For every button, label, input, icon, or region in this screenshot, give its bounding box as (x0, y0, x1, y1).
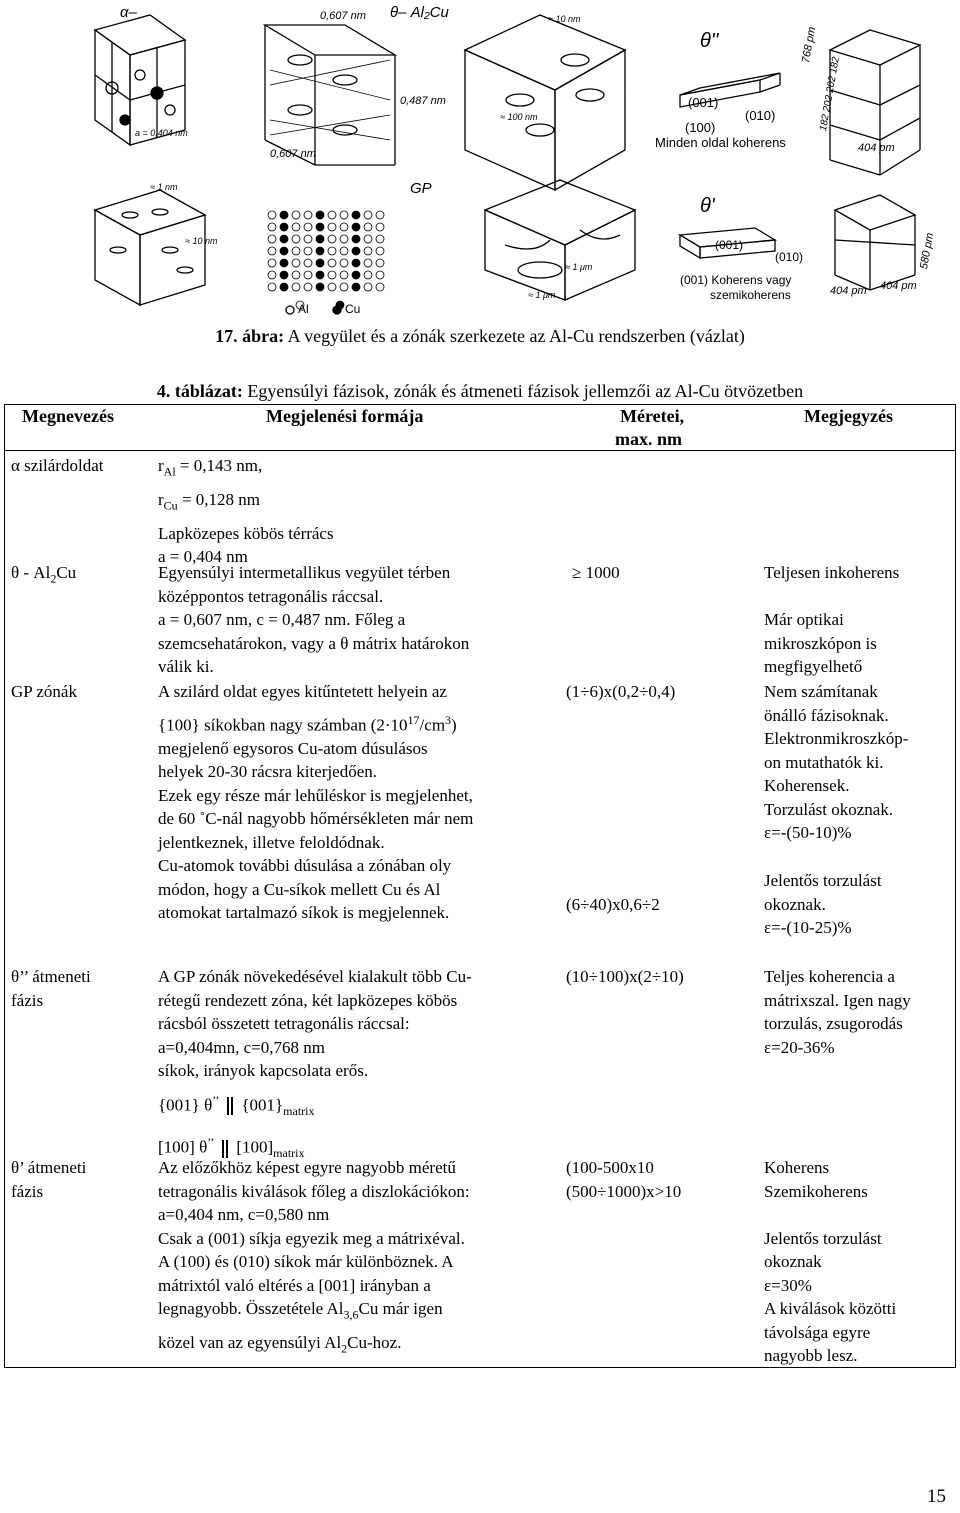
gp-note-line: önálló fázisoknak. (764, 705, 889, 725)
theta-dd-note-line: mátrixszal. Igen nagy (764, 990, 911, 1010)
gp-note-line: Torzulást okoznak. (764, 799, 894, 819)
theta-p-form-line: Csak a (001) síkja egyezik meg a mátrixéval. (158, 1228, 465, 1248)
dim-label: 182 202 202 182 (818, 56, 842, 132)
gp-note-line: Elektronmikroszkóp- (764, 729, 909, 748)
row-theta-size: ≥ 1000 (572, 563, 620, 582)
theta-p-cell-sketch (835, 195, 915, 290)
table-title-text: Egyensúlyi fázisok, zónák és átmeneti fázisok jellemzői az Al-Cu ötvözetben (242, 381, 804, 401)
theta-form-line: válik ki. (158, 657, 214, 676)
theta-p-composition: legnagyobb. Összetétele $Al_{3,6}Cu$ már igen (158, 1299, 443, 1322)
alpha-lattice-sketch (95, 15, 185, 145)
theta-p-form-line: A (100) és (010) síkok már különböznek. A (158, 1252, 454, 1271)
theta-p-size-line: (500÷1000)x>10 (566, 1181, 682, 1201)
alpha-lattice: Lapközepes köbös térrács (158, 523, 334, 543)
theta-dd-name-line: fázis (11, 990, 44, 1010)
table-title-number: 4. táblázat: (156, 381, 243, 401)
theta-p-note-line: Koherens (764, 1158, 830, 1177)
theta-dd-name-line: θ’’ átmeneti (11, 967, 91, 986)
legend-cu-symbol (333, 306, 341, 314)
fig-label-alpha: α– (120, 4, 137, 21)
dim-label: ≈ 1 μm (528, 290, 556, 300)
row-theta-p-size (566, 1156, 756, 1203)
dim-label: ≈ 1 nm (150, 182, 178, 192)
gp-form-line: Ezek egy része már lehűléskor is megjelenhet, (158, 785, 473, 805)
row-alpha-name: α szilárdoldat (11, 456, 104, 475)
figure-caption (0, 326, 960, 347)
theta-p-form-line: a=0,404 nm, c=0,580 nm (158, 1205, 330, 1224)
theta-p-form-line: Az előzőkhöz képest egyre nagyobb méretű (158, 1158, 456, 1177)
theta-dd-note-line: torzulás, zsugorodás (764, 1014, 903, 1033)
theta-form-line: Egyensúlyi intermetallikus vegyület térben (158, 563, 451, 582)
row-gp-note2 (764, 869, 949, 940)
gp-atoms-sketch (268, 211, 384, 309)
alpha-r-cu: $r_{Cu} = 0,128$ nm (158, 489, 260, 513)
dim-label: (001) (688, 95, 719, 110)
gp-note-line: okoznak. (764, 894, 826, 914)
theta-lattice-sketch (265, 25, 395, 165)
row-theta-p-form (158, 1156, 558, 1361)
header-col1: Megnevezés (22, 406, 114, 426)
row-theta-form (158, 561, 558, 679)
row-theta-dd-name (11, 965, 151, 1012)
dim-label: 0,607 nm (270, 148, 316, 160)
theta-note-line: megfigyelhető (764, 657, 863, 676)
row-gp-name: GP zónák (11, 682, 77, 701)
theta-p-block-sketch (485, 180, 635, 300)
gp-form-line: {100} síkokban nagy számban $(2\cdot 10^{17}/cm^3)$ (158, 712, 457, 735)
theta-dd-plane-relation: {001} θ’’ $\{001\}_{matrix}$ (158, 1092, 315, 1118)
row-gp-size1: (1÷6)x(0,2÷0,4) (566, 682, 676, 701)
header-col4: Megjegyzés (804, 406, 893, 426)
theta-p-note-line: Szemikoherens (764, 1181, 868, 1201)
header-col3-line2: max. nm (615, 429, 682, 449)
theta-dd-note-line: Teljes koherencia a (764, 967, 895, 986)
theta-p-note-line: nagyobb lesz. (764, 1346, 858, 1365)
table-title (0, 381, 960, 402)
row-theta-dd-size: (10÷100)x(2÷10) (566, 967, 684, 986)
header-col3-line1: Méretei, (620, 406, 685, 426)
dim-label: 0,487 nm (400, 95, 446, 107)
theta-dd-form-line: A GP zónák növekedésével kialakult több Cu- (158, 967, 472, 986)
theta-p-final: közel van az egyensúlyi $Al_2Cu$-hoz. (158, 1332, 402, 1356)
dim-label: (010) (775, 250, 804, 264)
alpha-r-al: $r_{Al} = 0,143$ nm, (158, 456, 263, 479)
legend-cu-label: Cu (345, 302, 361, 316)
gp-form-line: módon, hogy a Cu-síkok mellett Cu és Al (158, 879, 441, 899)
legend-al-label: Al (298, 302, 309, 316)
theta-p-note-line: távolsága egyre (764, 1322, 871, 1342)
dim-label: (001) Koherens vagy (680, 273, 792, 287)
gp-form-line: jelentkeznek, illetve feloldódnak. (158, 832, 385, 852)
theta-form-line: a = 0,607 nm, c = 0,487 nm. Főleg a (158, 610, 406, 629)
gp-form-line: megjelenő egysoros Cu-atom dúsulásos (158, 738, 428, 758)
gp-block-sketch (95, 190, 205, 305)
dim-label: a = 0,404 nm (135, 128, 188, 138)
fig-label-gp: GP (410, 180, 432, 197)
header-col2: Megjelenési formája (266, 406, 424, 426)
theta-note-line: Teljesen inkoherens (764, 563, 900, 582)
dim-label: (010) (745, 108, 776, 123)
dim-label: (100) (685, 120, 716, 135)
caption-number: 17. ábra: (215, 326, 285, 346)
page-number: 15 (927, 1486, 946, 1507)
theta-dd-form-line: síkok, irányok kapcsolata erős. (158, 1061, 369, 1080)
theta-note-line (764, 585, 949, 609)
theta-p-note-line: ε=30% (764, 1275, 812, 1295)
theta-p-note-line: okoznak (764, 1252, 822, 1271)
row-theta-dd-form (158, 965, 558, 1166)
theta-note-line: Már optikai (764, 610, 844, 629)
theta-dd-form-line: rétegű rendezett zóna, két lapközepes köbös (158, 990, 458, 1010)
theta-p-size-line: (100-500x10 (566, 1158, 654, 1177)
gp-note-line: ε=-(50-10)% (764, 823, 852, 842)
dim-label: (001) (715, 238, 744, 252)
dim-label: szemikoherens (710, 288, 791, 302)
structure-figure (0, 0, 960, 320)
gp-note-line: Jelentős torzulást (764, 871, 882, 890)
gp-form-line: de 60 ˚C-nál nagyobb hőmérsékleten már nem (158, 809, 474, 829)
theta-p-note-line: Jelentős torzulást (764, 1228, 882, 1248)
theta-p-form-line: tetragonális kiválások főleg a diszlokációkon: (158, 1181, 470, 1201)
gp-form-line: A szilárd oldat egyes kitűntetett helyein az (158, 682, 447, 701)
dim-label: 404 pm (830, 285, 867, 297)
fig-label-theta-p: θ' (700, 195, 715, 217)
row-theta-p-note (764, 1156, 949, 1368)
theta-dd-block-sketch (465, 15, 625, 190)
row-theta-note (764, 561, 949, 679)
row-gp-size2: (6÷40)x0,6÷2 (566, 895, 660, 914)
structure-sketches (0, 0, 960, 320)
row-alpha-form (158, 454, 558, 569)
dim-label: 404 pm (858, 142, 895, 154)
dim-label: ≈ 1 μm (565, 262, 593, 272)
alpha-a: a = 0,404 nm (158, 547, 248, 567)
theta-p-form-line: mátrixtól való eltérés a [001] irányban a (158, 1275, 431, 1295)
row-theta-name: θ - $Al_2Cu$ (11, 563, 77, 586)
dim-label: ≈ 10 nm (548, 14, 581, 24)
gp-form-line: atomokat tartalmazó síkok is megjelennek. (158, 903, 450, 923)
gp-note-line: ε=-(10-25)% (764, 918, 852, 937)
row-theta-p-name (11, 1156, 151, 1203)
legend-al-symbol (286, 306, 294, 314)
theta-dd-form-line: rácsból összetett tetragonális ráccsal: (158, 1014, 410, 1033)
table-header (4, 404, 956, 450)
theta-note-line: mikroszkópon is (764, 633, 877, 653)
theta-dd-form-line: a=0,404mn, c=0,768 nm (158, 1037, 325, 1057)
fig-label-theta: θ– Al₂Cu (390, 4, 449, 21)
dim-label: Minden oldal koherens (655, 135, 786, 150)
theta-dd-note-line: ε=20-36% (764, 1037, 835, 1057)
theta-form-line: szemcsehatárokon, vagy a θ mátrix határokon (158, 633, 470, 653)
dim-label: ≈ 10 nm (185, 236, 218, 246)
caption-text: A vegyület és a zónák szerkezete az Al-Cu rendszerben (vázlat) (284, 326, 745, 346)
theta-form-line: középpontos tetragonális ráccsal. (158, 586, 384, 606)
theta-p-note-line (764, 1203, 949, 1227)
theta-dd-direction-relation: [100] θ’’ $[100]_{matrix}$ (158, 1135, 305, 1161)
theta-p-note-line: A kiválások közötti (764, 1299, 897, 1318)
row-theta-dd-note (764, 965, 949, 1059)
dim-label: 768 pm (800, 25, 819, 65)
gp-note-line: Koherensek. (764, 776, 850, 795)
gp-form-line: Cu-atomok további dúsulása a zónában oly (158, 856, 452, 876)
theta-p-name-line: fázis (11, 1181, 44, 1201)
gp-form-line: helyek 20-30 rácsra kiterjedően. (158, 762, 378, 782)
dim-label: 0,607 nm (320, 10, 366, 22)
dim-label: ≈ 100 nm (500, 112, 538, 122)
row-gp-note1 (764, 680, 949, 845)
fig-label-theta-dd: θ'' (700, 30, 719, 52)
gp-note-line: Nem számítanak (764, 682, 878, 701)
dim-label: 404 pm (880, 280, 917, 292)
gp-note-line: on mutathatók ki. (764, 752, 884, 772)
dim-label: 580 pm (918, 231, 937, 271)
row-gp-form (158, 680, 558, 925)
header-divider (4, 450, 956, 451)
theta-p-name-line: θ’ átmeneti (11, 1158, 87, 1177)
